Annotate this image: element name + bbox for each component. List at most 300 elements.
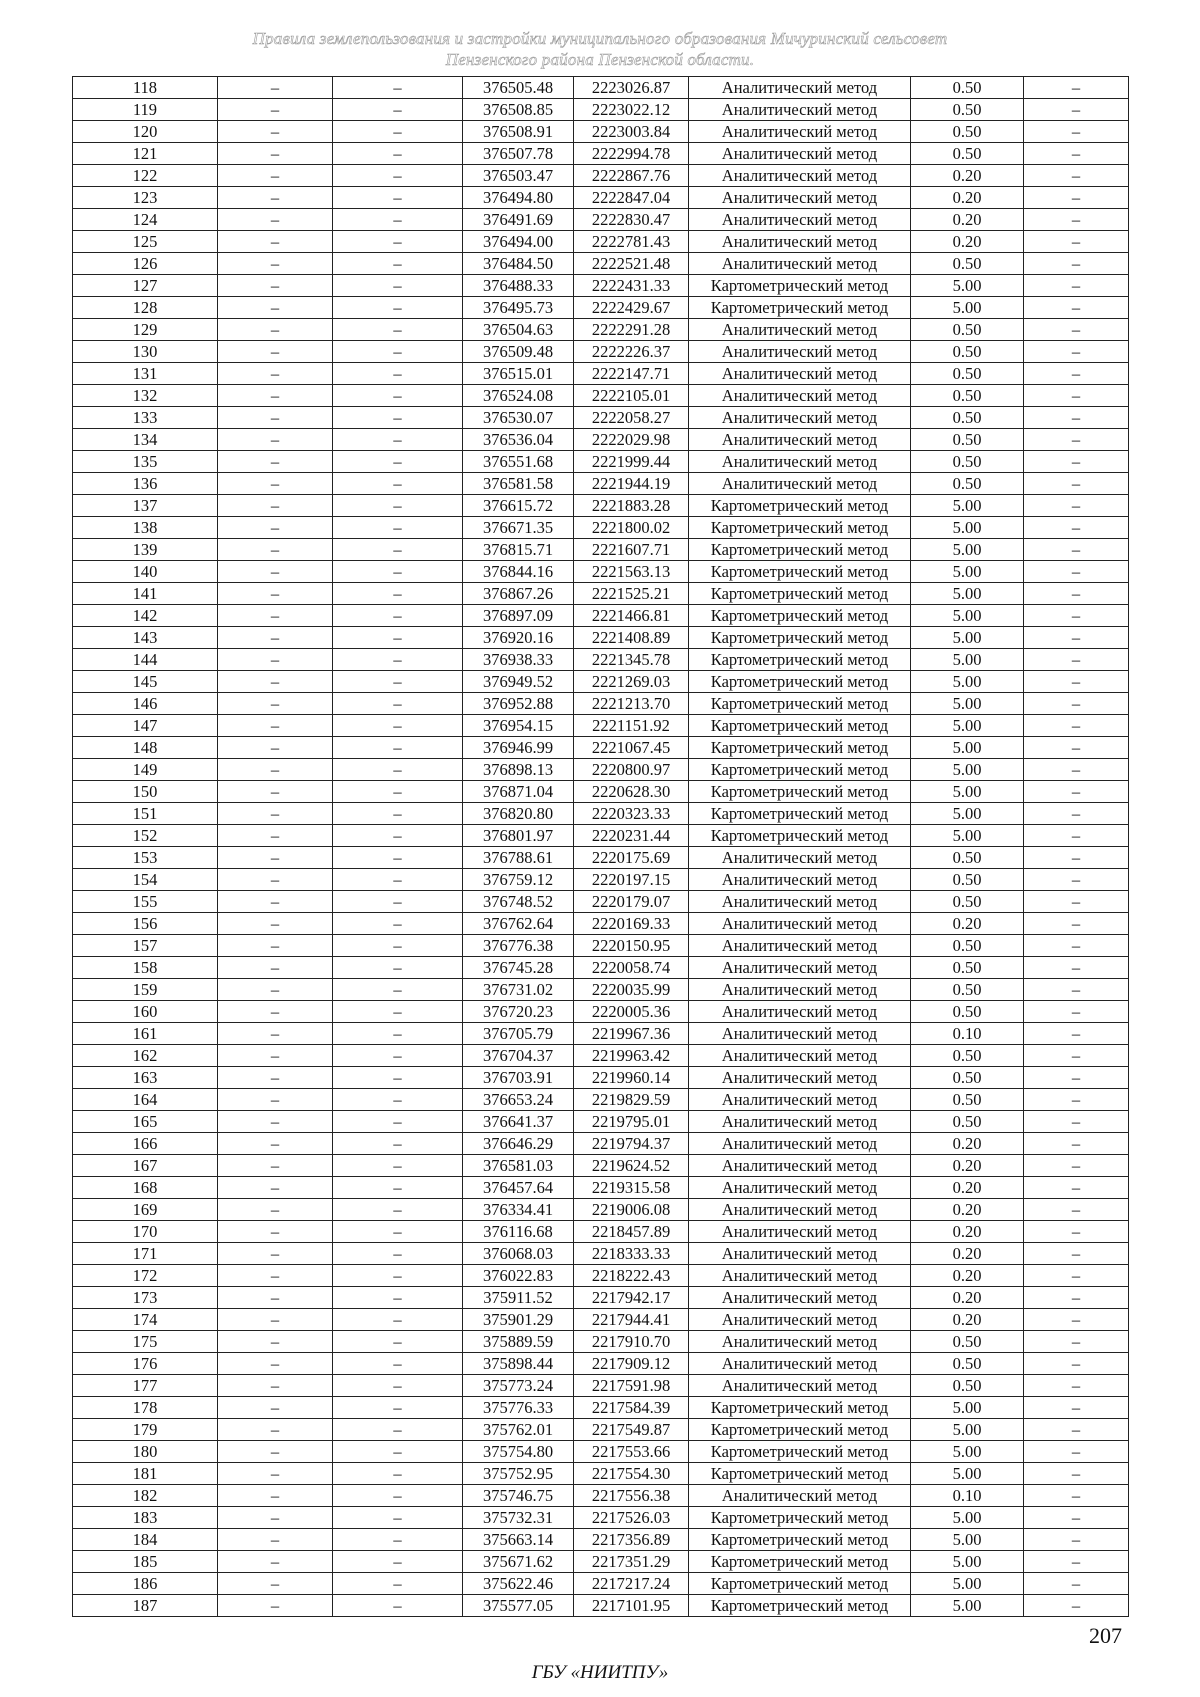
accuracy-cell: 0.20 xyxy=(911,1155,1024,1177)
cell-empty-1: – xyxy=(218,1353,333,1375)
x-coordinate-cell: 376494.00 xyxy=(463,231,574,253)
method-cell: Картометрический метод xyxy=(689,627,911,649)
x-coordinate-cell: 375901.29 xyxy=(463,1309,574,1331)
y-coordinate-cell: 2219967.36 xyxy=(574,1023,689,1045)
method-cell: Картометрический метод xyxy=(689,1595,911,1617)
x-coordinate-cell: 376068.03 xyxy=(463,1243,574,1265)
x-coordinate-cell: 375773.24 xyxy=(463,1375,574,1397)
accuracy-cell: 5.00 xyxy=(911,495,1024,517)
method-cell: Аналитический метод xyxy=(689,341,911,363)
method-cell: Аналитический метод xyxy=(689,1375,911,1397)
cell-empty-1: – xyxy=(218,99,333,121)
x-coordinate-cell: 376705.79 xyxy=(463,1023,574,1045)
point-number-cell: 129 xyxy=(73,319,218,341)
x-coordinate-cell: 376653.24 xyxy=(463,1089,574,1111)
x-coordinate-cell: 376897.09 xyxy=(463,605,574,627)
method-cell: Картометрический метод xyxy=(689,495,911,517)
cell-empty-1: – xyxy=(218,1507,333,1529)
point-number-cell: 126 xyxy=(73,253,218,275)
point-number-cell: 166 xyxy=(73,1133,218,1155)
cell-empty-3: – xyxy=(1024,1045,1129,1067)
table-row xyxy=(73,957,1129,979)
table-row xyxy=(73,1155,1129,1177)
y-coordinate-cell: 2222147.71 xyxy=(574,363,689,385)
cell-empty-2: – xyxy=(333,1419,463,1441)
table-row xyxy=(73,209,1129,231)
x-coordinate-cell: 375776.33 xyxy=(463,1397,574,1419)
accuracy-cell: 5.00 xyxy=(911,693,1024,715)
cell-empty-3: – xyxy=(1024,341,1129,363)
accuracy-cell: 0.50 xyxy=(911,1045,1024,1067)
table-row xyxy=(73,891,1129,913)
accuracy-cell: 5.00 xyxy=(911,825,1024,847)
cell-empty-3: – xyxy=(1024,1595,1129,1617)
cell-empty-3: – xyxy=(1024,1573,1129,1595)
table-body xyxy=(73,77,1129,1617)
x-coordinate-cell: 376509.48 xyxy=(463,341,574,363)
cell-empty-1: – xyxy=(218,1133,333,1155)
table-row xyxy=(73,671,1129,693)
accuracy-cell: 0.20 xyxy=(911,1177,1024,1199)
x-coordinate-cell: 375671.62 xyxy=(463,1551,574,1573)
accuracy-cell: 0.50 xyxy=(911,891,1024,913)
cell-empty-2: – xyxy=(333,1089,463,1111)
y-coordinate-cell: 2217910.70 xyxy=(574,1331,689,1353)
cell-empty-2: – xyxy=(333,1221,463,1243)
cell-empty-2: – xyxy=(333,1177,463,1199)
point-number-cell: 138 xyxy=(73,517,218,539)
table-row xyxy=(73,1573,1129,1595)
cell-empty-3: – xyxy=(1024,1551,1129,1573)
accuracy-cell: 0.20 xyxy=(911,1309,1024,1331)
cell-empty-2: – xyxy=(333,429,463,451)
table-row xyxy=(73,539,1129,561)
table-row xyxy=(73,407,1129,429)
x-coordinate-cell: 375911.52 xyxy=(463,1287,574,1309)
cell-empty-3: – xyxy=(1024,627,1129,649)
accuracy-cell: 0.50 xyxy=(911,341,1024,363)
y-coordinate-cell: 2217549.87 xyxy=(574,1419,689,1441)
cell-empty-2: – xyxy=(333,1045,463,1067)
cell-empty-3: – xyxy=(1024,143,1129,165)
table-row xyxy=(73,847,1129,869)
method-cell: Картометрический метод xyxy=(689,737,911,759)
point-number-cell: 133 xyxy=(73,407,218,429)
y-coordinate-cell: 2220628.30 xyxy=(574,781,689,803)
cell-empty-2: – xyxy=(333,1397,463,1419)
y-coordinate-cell: 2220058.74 xyxy=(574,957,689,979)
point-number-cell: 160 xyxy=(73,1001,218,1023)
accuracy-cell: 5.00 xyxy=(911,627,1024,649)
cell-empty-3: – xyxy=(1024,1309,1129,1331)
cell-empty-3: – xyxy=(1024,605,1129,627)
cell-empty-2: – xyxy=(333,1155,463,1177)
y-coordinate-cell: 2220150.95 xyxy=(574,935,689,957)
y-coordinate-cell: 2222521.48 xyxy=(574,253,689,275)
cell-empty-1: – xyxy=(218,1331,333,1353)
cell-empty-3: – xyxy=(1024,1001,1129,1023)
x-coordinate-cell: 376508.85 xyxy=(463,99,574,121)
cell-empty-1: – xyxy=(218,451,333,473)
cell-empty-1: – xyxy=(218,1551,333,1573)
cell-empty-2: – xyxy=(333,1463,463,1485)
method-cell: Аналитический метод xyxy=(689,847,911,869)
x-coordinate-cell: 375746.75 xyxy=(463,1485,574,1507)
cell-empty-1: – xyxy=(218,737,333,759)
table-row xyxy=(73,979,1129,1001)
accuracy-cell: 0.20 xyxy=(911,1221,1024,1243)
table-row xyxy=(73,935,1129,957)
method-cell: Аналитический метод xyxy=(689,1243,911,1265)
table-row xyxy=(73,1529,1129,1551)
table-row xyxy=(73,319,1129,341)
x-coordinate-cell: 376484.50 xyxy=(463,253,574,275)
point-number-cell: 157 xyxy=(73,935,218,957)
table-row xyxy=(73,693,1129,715)
cell-empty-3: – xyxy=(1024,1397,1129,1419)
x-coordinate-cell: 376759.12 xyxy=(463,869,574,891)
x-coordinate-cell: 376704.37 xyxy=(463,1045,574,1067)
cell-empty-3: – xyxy=(1024,825,1129,847)
y-coordinate-cell: 2217526.03 xyxy=(574,1507,689,1529)
point-number-cell: 178 xyxy=(73,1397,218,1419)
point-number-cell: 132 xyxy=(73,385,218,407)
accuracy-cell: 0.20 xyxy=(911,165,1024,187)
table-row xyxy=(73,121,1129,143)
cell-empty-1: – xyxy=(218,1089,333,1111)
cell-empty-1: – xyxy=(218,385,333,407)
y-coordinate-cell: 2222429.67 xyxy=(574,297,689,319)
cell-empty-2: – xyxy=(333,121,463,143)
y-coordinate-cell: 2219794.37 xyxy=(574,1133,689,1155)
point-number-cell: 141 xyxy=(73,583,218,605)
cell-empty-1: – xyxy=(218,605,333,627)
accuracy-cell: 5.00 xyxy=(911,1573,1024,1595)
method-cell: Аналитический метод xyxy=(689,451,911,473)
method-cell: Аналитический метод xyxy=(689,407,911,429)
y-coordinate-cell: 2222847.04 xyxy=(574,187,689,209)
table-row xyxy=(73,781,1129,803)
accuracy-cell: 0.50 xyxy=(911,957,1024,979)
method-cell: Картометрический метод xyxy=(689,583,911,605)
x-coordinate-cell: 376615.72 xyxy=(463,495,574,517)
y-coordinate-cell: 2217554.30 xyxy=(574,1463,689,1485)
cell-empty-3: – xyxy=(1024,759,1129,781)
cell-empty-1: – xyxy=(218,1199,333,1221)
x-coordinate-cell: 375622.46 xyxy=(463,1573,574,1595)
point-number-cell: 143 xyxy=(73,627,218,649)
point-number-cell: 186 xyxy=(73,1573,218,1595)
x-coordinate-cell: 375577.05 xyxy=(463,1595,574,1617)
accuracy-cell: 5.00 xyxy=(911,1529,1024,1551)
x-coordinate-cell: 376495.73 xyxy=(463,297,574,319)
cell-empty-3: – xyxy=(1024,1287,1129,1309)
y-coordinate-cell: 2219963.42 xyxy=(574,1045,689,1067)
method-cell: Аналитический метод xyxy=(689,1353,911,1375)
table-row xyxy=(73,869,1129,891)
method-cell: Аналитический метод xyxy=(689,957,911,979)
cell-empty-3: – xyxy=(1024,803,1129,825)
accuracy-cell: 5.00 xyxy=(911,539,1024,561)
point-number-cell: 131 xyxy=(73,363,218,385)
y-coordinate-cell: 2219829.59 xyxy=(574,1089,689,1111)
header-line-2: Пензенского района Пензенской области. xyxy=(445,50,755,69)
method-cell: Картометрический метод xyxy=(689,671,911,693)
point-number-cell: 173 xyxy=(73,1287,218,1309)
cell-empty-2: – xyxy=(333,341,463,363)
y-coordinate-cell: 2221151.92 xyxy=(574,715,689,737)
cell-empty-1: – xyxy=(218,1023,333,1045)
cell-empty-2: – xyxy=(333,561,463,583)
method-cell: Картометрический метод xyxy=(689,561,911,583)
table-row xyxy=(73,803,1129,825)
point-number-cell: 146 xyxy=(73,693,218,715)
accuracy-cell: 0.50 xyxy=(911,121,1024,143)
method-cell: Картометрический метод xyxy=(689,759,911,781)
method-cell: Картометрический метод xyxy=(689,781,911,803)
cell-empty-3: – xyxy=(1024,1221,1129,1243)
cell-empty-3: – xyxy=(1024,583,1129,605)
x-coordinate-cell: 375663.14 xyxy=(463,1529,574,1551)
cell-empty-1: – xyxy=(218,1441,333,1463)
accuracy-cell: 5.00 xyxy=(911,1441,1024,1463)
cell-empty-2: – xyxy=(333,451,463,473)
y-coordinate-cell: 2221883.28 xyxy=(574,495,689,517)
x-coordinate-cell: 376505.48 xyxy=(463,77,574,99)
y-coordinate-cell: 2217217.24 xyxy=(574,1573,689,1595)
y-coordinate-cell: 2220005.36 xyxy=(574,1001,689,1023)
cell-empty-1: – xyxy=(218,891,333,913)
method-cell: Аналитический метод xyxy=(689,1199,911,1221)
cell-empty-2: – xyxy=(333,495,463,517)
method-cell: Картометрический метод xyxy=(689,1419,911,1441)
cell-empty-1: – xyxy=(218,869,333,891)
accuracy-cell: 5.00 xyxy=(911,1595,1024,1617)
method-cell: Картометрический метод xyxy=(689,1529,911,1551)
method-cell: Картометрический метод xyxy=(689,1573,911,1595)
cell-empty-2: – xyxy=(333,77,463,99)
cell-empty-2: – xyxy=(333,539,463,561)
cell-empty-3: – xyxy=(1024,1485,1129,1507)
cell-empty-3: – xyxy=(1024,1353,1129,1375)
table-row xyxy=(73,1419,1129,1441)
table-row xyxy=(73,1199,1129,1221)
cell-empty-2: – xyxy=(333,693,463,715)
y-coordinate-cell: 2217584.39 xyxy=(574,1397,689,1419)
cell-empty-3: – xyxy=(1024,473,1129,495)
cell-empty-2: – xyxy=(333,781,463,803)
table-row xyxy=(73,1045,1129,1067)
y-coordinate-cell: 2221525.21 xyxy=(574,583,689,605)
point-number-cell: 137 xyxy=(73,495,218,517)
x-coordinate-cell: 376731.02 xyxy=(463,979,574,1001)
y-coordinate-cell: 2221999.44 xyxy=(574,451,689,473)
cell-empty-3: – xyxy=(1024,561,1129,583)
point-number-cell: 184 xyxy=(73,1529,218,1551)
table-row xyxy=(73,429,1129,451)
y-coordinate-cell: 2222226.37 xyxy=(574,341,689,363)
y-coordinate-cell: 2220035.99 xyxy=(574,979,689,1001)
cell-empty-3: – xyxy=(1024,1199,1129,1221)
cell-empty-3: – xyxy=(1024,1529,1129,1551)
accuracy-cell: 0.50 xyxy=(911,979,1024,1001)
cell-empty-1: – xyxy=(218,1155,333,1177)
cell-empty-2: – xyxy=(333,1067,463,1089)
x-coordinate-cell: 376920.16 xyxy=(463,627,574,649)
cell-empty-1: – xyxy=(218,495,333,517)
table-row xyxy=(73,605,1129,627)
method-cell: Картометрический метод xyxy=(689,803,911,825)
cell-empty-3: – xyxy=(1024,847,1129,869)
cell-empty-1: – xyxy=(218,1111,333,1133)
y-coordinate-cell: 2219315.58 xyxy=(574,1177,689,1199)
header-line-1: Правила землепользования и застройки муниципального образования Мичуринский сельсовет xyxy=(252,29,948,48)
cell-empty-2: – xyxy=(333,1111,463,1133)
cell-empty-1: – xyxy=(218,1265,333,1287)
cell-empty-1: – xyxy=(218,825,333,847)
cell-empty-3: – xyxy=(1024,165,1129,187)
x-coordinate-cell: 376703.91 xyxy=(463,1067,574,1089)
x-coordinate-cell: 376671.35 xyxy=(463,517,574,539)
point-number-cell: 179 xyxy=(73,1419,218,1441)
y-coordinate-cell: 2220800.97 xyxy=(574,759,689,781)
cell-empty-3: – xyxy=(1024,979,1129,1001)
y-coordinate-cell: 2217591.98 xyxy=(574,1375,689,1397)
y-coordinate-cell: 2222994.78 xyxy=(574,143,689,165)
table-row xyxy=(73,1023,1129,1045)
y-coordinate-cell: 2221213.70 xyxy=(574,693,689,715)
cell-empty-1: – xyxy=(218,715,333,737)
cell-empty-2: – xyxy=(333,165,463,187)
method-cell: Аналитический метод xyxy=(689,1331,911,1353)
accuracy-cell: 5.00 xyxy=(911,1419,1024,1441)
accuracy-cell: 0.50 xyxy=(911,1353,1024,1375)
method-cell: Картометрический метод xyxy=(689,275,911,297)
cell-empty-3: – xyxy=(1024,451,1129,473)
method-cell: Аналитический метод xyxy=(689,1177,911,1199)
table-row xyxy=(73,99,1129,121)
table-row xyxy=(73,1595,1129,1617)
accuracy-cell: 0.50 xyxy=(911,143,1024,165)
cell-empty-2: – xyxy=(333,1023,463,1045)
cell-empty-1: – xyxy=(218,957,333,979)
cell-empty-2: – xyxy=(333,715,463,737)
accuracy-cell: 0.10 xyxy=(911,1023,1024,1045)
point-number-cell: 169 xyxy=(73,1199,218,1221)
x-coordinate-cell: 375889.59 xyxy=(463,1331,574,1353)
accuracy-cell: 0.10 xyxy=(911,1485,1024,1507)
table-row xyxy=(73,451,1129,473)
cell-empty-3: – xyxy=(1024,121,1129,143)
x-coordinate-cell: 376898.13 xyxy=(463,759,574,781)
x-coordinate-cell: 376503.47 xyxy=(463,165,574,187)
x-coordinate-cell: 376720.23 xyxy=(463,1001,574,1023)
y-coordinate-cell: 2222291.28 xyxy=(574,319,689,341)
y-coordinate-cell: 2221944.19 xyxy=(574,473,689,495)
cell-empty-2: – xyxy=(333,1331,463,1353)
cell-empty-3: – xyxy=(1024,1023,1129,1045)
accuracy-cell: 0.50 xyxy=(911,253,1024,275)
method-cell: Аналитический метод xyxy=(689,1485,911,1507)
x-coordinate-cell: 376938.33 xyxy=(463,649,574,671)
cell-empty-2: – xyxy=(333,869,463,891)
table-row xyxy=(73,495,1129,517)
point-number-cell: 125 xyxy=(73,231,218,253)
accuracy-cell: 5.00 xyxy=(911,803,1024,825)
accuracy-cell: 0.50 xyxy=(911,77,1024,99)
method-cell: Аналитический метод xyxy=(689,1067,911,1089)
y-coordinate-cell: 2221800.02 xyxy=(574,517,689,539)
y-coordinate-cell: 2222058.27 xyxy=(574,407,689,429)
cell-empty-3: – xyxy=(1024,913,1129,935)
cell-empty-3: – xyxy=(1024,1133,1129,1155)
point-number-cell: 136 xyxy=(73,473,218,495)
accuracy-cell: 0.20 xyxy=(911,187,1024,209)
point-number-cell: 158 xyxy=(73,957,218,979)
accuracy-cell: 0.20 xyxy=(911,231,1024,253)
method-cell: Аналитический метод xyxy=(689,1023,911,1045)
point-number-cell: 162 xyxy=(73,1045,218,1067)
cell-empty-3: – xyxy=(1024,1089,1129,1111)
table-row xyxy=(73,1067,1129,1089)
x-coordinate-cell: 376946.99 xyxy=(463,737,574,759)
accuracy-cell: 5.00 xyxy=(911,561,1024,583)
y-coordinate-cell: 2219960.14 xyxy=(574,1067,689,1089)
y-coordinate-cell: 2222105.01 xyxy=(574,385,689,407)
accuracy-cell: 0.20 xyxy=(911,1287,1024,1309)
accuracy-cell: 5.00 xyxy=(911,583,1024,605)
y-coordinate-cell: 2221345.78 xyxy=(574,649,689,671)
point-number-cell: 119 xyxy=(73,99,218,121)
document-header xyxy=(130,28,1070,70)
cell-empty-1: – xyxy=(218,1287,333,1309)
table-row xyxy=(73,473,1129,495)
cell-empty-1: – xyxy=(218,759,333,781)
table-row xyxy=(73,1507,1129,1529)
point-number-cell: 174 xyxy=(73,1309,218,1331)
x-coordinate-cell: 376551.68 xyxy=(463,451,574,473)
cell-empty-1: – xyxy=(218,1045,333,1067)
y-coordinate-cell: 2217351.29 xyxy=(574,1551,689,1573)
cell-empty-1: – xyxy=(218,1595,333,1617)
accuracy-cell: 5.00 xyxy=(911,649,1024,671)
point-number-cell: 150 xyxy=(73,781,218,803)
table-row xyxy=(73,1441,1129,1463)
table-row xyxy=(73,1309,1129,1331)
accuracy-cell: 5.00 xyxy=(911,715,1024,737)
cell-empty-3: – xyxy=(1024,1177,1129,1199)
point-number-cell: 176 xyxy=(73,1353,218,1375)
y-coordinate-cell: 2217556.38 xyxy=(574,1485,689,1507)
table-row xyxy=(73,385,1129,407)
cell-empty-3: – xyxy=(1024,781,1129,803)
cell-empty-2: – xyxy=(333,1551,463,1573)
accuracy-cell: 0.50 xyxy=(911,869,1024,891)
cell-empty-1: – xyxy=(218,693,333,715)
cell-empty-1: – xyxy=(218,253,333,275)
x-coordinate-cell: 376581.03 xyxy=(463,1155,574,1177)
cell-empty-2: – xyxy=(333,143,463,165)
point-number-cell: 130 xyxy=(73,341,218,363)
method-cell: Аналитический метод xyxy=(689,319,911,341)
cell-empty-2: – xyxy=(333,99,463,121)
cell-empty-2: – xyxy=(333,385,463,407)
cell-empty-2: – xyxy=(333,935,463,957)
point-number-cell: 122 xyxy=(73,165,218,187)
cell-empty-1: – xyxy=(218,341,333,363)
cell-empty-1: – xyxy=(218,979,333,1001)
cell-empty-2: – xyxy=(333,1243,463,1265)
